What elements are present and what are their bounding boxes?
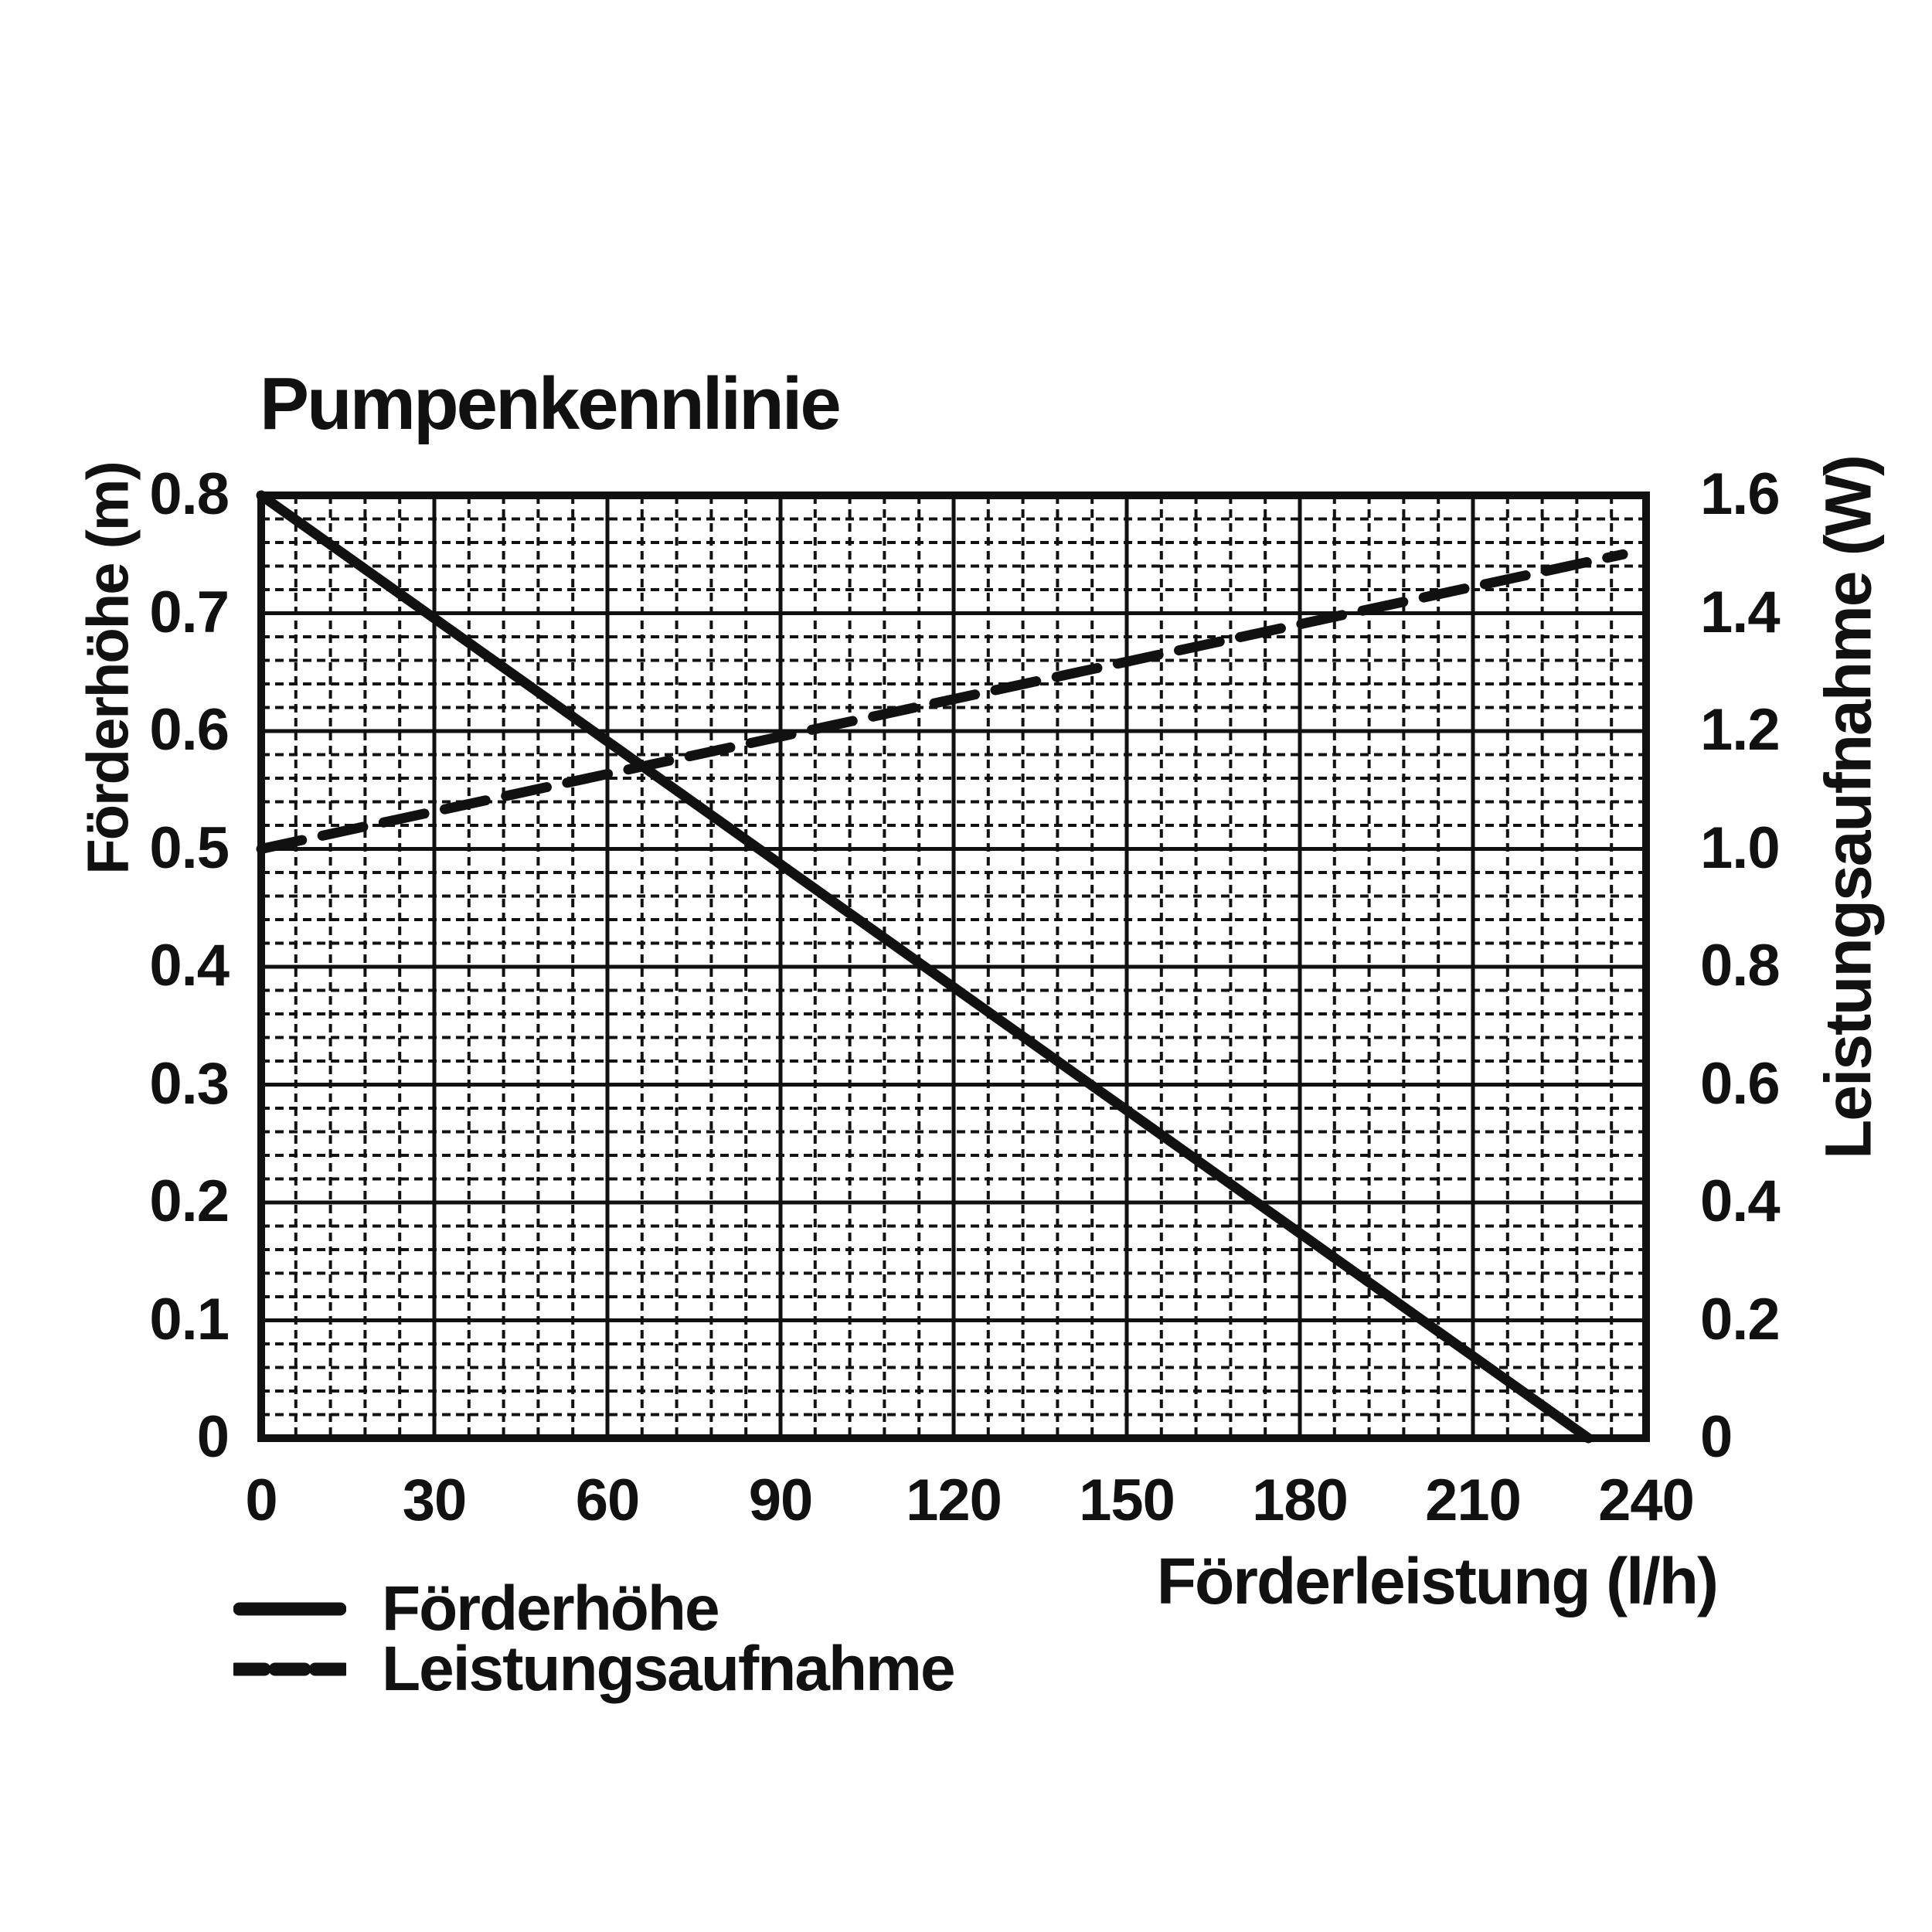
series-line-1-dashed	[261, 554, 1623, 849]
x-tick-label-8: 240	[1598, 1468, 1694, 1533]
x-tick-label-7: 210	[1425, 1468, 1521, 1533]
y-left-tick-label-1: 0.7	[149, 579, 229, 645]
plot-area	[261, 495, 1646, 1438]
x-tick-label-1: 30	[402, 1468, 467, 1533]
y-left-tick-label-7: 0.1	[149, 1286, 229, 1352]
x-tick-label-4: 120	[906, 1468, 1002, 1533]
x-tick-label-6: 180	[1252, 1468, 1348, 1533]
y-right-tick-label-2: 1.2	[1700, 696, 1780, 763]
x-tick-label-2: 60	[575, 1468, 640, 1533]
y-right-tick-label-7: 0.2	[1700, 1286, 1780, 1352]
y-left-tick-label-0: 0.8	[149, 461, 229, 527]
legend-label-foerderhoehe: Förderhöhe	[382, 1573, 719, 1644]
x-tick-label-0: 0	[245, 1468, 277, 1533]
x-tick-label-5: 150	[1079, 1468, 1175, 1533]
y-left-tick-label-5: 0.3	[149, 1050, 229, 1117]
y-right-tick-label-5: 0.6	[1700, 1050, 1780, 1117]
legend-item-leistungsaufnahme	[233, 1633, 954, 1706]
y-right-tick-label-0: 1.6	[1700, 461, 1780, 527]
y-left-tick-label-3: 0.5	[149, 815, 229, 881]
y-right-tick-label-6: 0.4	[1700, 1168, 1780, 1234]
x-axis-title: Förderleistung (l/h)	[1156, 1545, 1717, 1617]
dashed-line-swatch-icon	[233, 1660, 346, 1679]
solid-line-swatch-icon	[233, 1600, 346, 1618]
x-tick-label-3: 90	[748, 1468, 813, 1533]
chart-title: Pumpenkennlinie	[260, 362, 839, 445]
y-right-tick-label-8: 0	[1700, 1403, 1733, 1470]
legend-label-leistungsaufnahme: Leistungsaufnahme	[382, 1634, 954, 1704]
y-axis-left-title: Förderhöhe (m)	[75, 462, 141, 875]
y-left-tick-label-2: 0.6	[149, 696, 229, 763]
y-left-tick-label-6: 0.2	[149, 1168, 229, 1234]
y-right-tick-label-1: 1.4	[1700, 579, 1780, 645]
y-axis-right-title: Leistungsaufnahme (W)	[1811, 455, 1885, 1160]
y-left-tick-label-8: 0	[196, 1403, 229, 1470]
y-right-tick-label-3: 1.0	[1700, 815, 1780, 881]
y-right-tick-label-4: 0.8	[1700, 932, 1780, 998]
y-left-tick-label-4: 0.4	[149, 932, 229, 998]
